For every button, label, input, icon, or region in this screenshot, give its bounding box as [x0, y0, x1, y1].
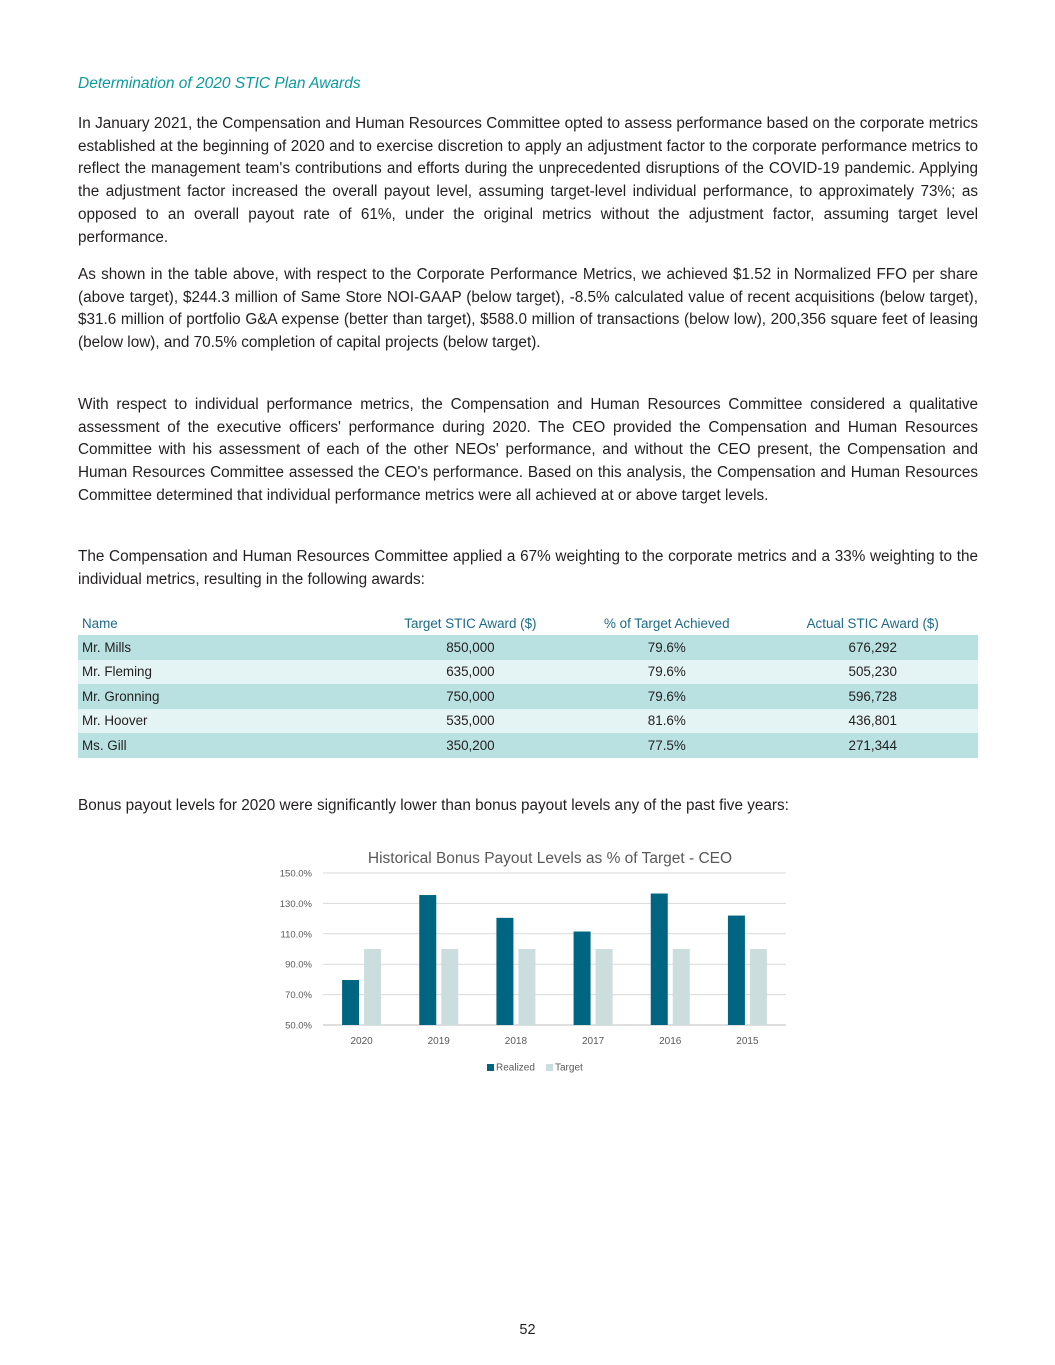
paragraph-corporate-metrics: As shown in the table above, with respect to the Corporate Performance Metrics, we achieved $1.52 in Normalized FFO per share (above target), $244.3 million of Same Store NOI-GAAP (below target), -8.5% calculated value of recent acquisitions (below target), $31.6 million of portfolio G&A expense (better than target), $588.0 million of transactions (below low), 200,356 square feet of leasing (below low), and 70.5% completion of capital projects (below target).	[78, 266, 978, 352]
paragraph-bonus-payout: Bonus payout levels for 2020 were significantly lower than bonus payout levels any of the past five years:	[78, 797, 789, 814]
column-header-name: Name	[82, 615, 118, 631]
y-tick-label: 130.0%	[279, 898, 312, 910]
chart-x-axis	[350, 1036, 759, 1047]
y-tick-label: 110.0%	[280, 929, 312, 941]
table-row	[78, 635, 978, 660]
table-row	[78, 709, 978, 734]
y-tick-label: 70.0%	[285, 990, 312, 1002]
column-header-actual-award: Actual STIC Award ($)	[806, 615, 939, 631]
bar-target-2018	[518, 949, 535, 1025]
x-tick-label: 2016	[659, 1036, 682, 1047]
table-row	[78, 660, 978, 685]
x-tick-label: 2018	[504, 1036, 528, 1047]
cell-actual-award: 436,801	[767, 709, 978, 734]
bar-target-2016	[673, 949, 690, 1025]
chart-legend	[487, 1063, 583, 1074]
bar-realized-2017	[574, 932, 591, 1025]
legend-label-realized: Realized	[496, 1062, 535, 1074]
cell-actual-award: 271,344	[767, 733, 978, 758]
stic-awards-table	[78, 611, 978, 758]
y-tick-label: 90.0%	[285, 959, 312, 971]
cell-name: Mr. Fleming	[78, 660, 375, 685]
x-tick-label: 2020	[350, 1036, 373, 1047]
y-tick-label: 150.0%	[279, 868, 312, 880]
bar-realized-2018	[496, 918, 513, 1025]
bar-target-2017	[596, 949, 613, 1025]
table-header-row	[78, 611, 978, 635]
y-tick-label: 50.0%	[285, 1020, 312, 1032]
paragraph-adjustment-factor: In January 2021, the Compensation and Human Resources Committee opted to assess performance based on the corporate metrics established at the beginning of 2020 and to exercise discretion to apply an adjustment factor to the corporate performance metrics to reflect the management team's contributions and efforts during the unprecedented disruptions of the COVID-19 pandemic. Applying the adjustment factor increased the overall payout level, assuming target-level individual performance, to approximately 73%; as opposed to an overall payout rate of 61%, under the original metrics without the adjustment factor, assuming target level performance.	[78, 115, 978, 246]
legend-label-target: Target	[555, 1062, 583, 1074]
paragraph-individual-metrics: With respect to individual performance metrics, the Compensation and Human Resources Committee considered a qualitative assessment of the executive officers' performance during 2020. The CEO provided the Compensation and Human Resources Committee with his assessment of each of the other NEOs' performance, and without the CEO present, the Compensation and Human Resources Committee assessed the CEO's performance. Based on this analysis, the Compensation and Human Resources Committee determined that individual performance metrics were all achieved at or above target levels.	[78, 396, 978, 504]
chart-y-axis	[280, 869, 313, 1032]
cell-percent-achieved: 77.5%	[566, 733, 767, 758]
chart-gridlines	[323, 873, 786, 1025]
cell-name: Mr. Mills	[78, 635, 375, 660]
cell-actual-award: 505,230	[767, 660, 978, 685]
x-tick-label: 2017	[581, 1036, 605, 1047]
x-tick-label: 2019	[427, 1036, 450, 1047]
bar-realized-2019	[419, 895, 436, 1025]
chart-bars	[342, 894, 767, 1025]
chart-canvas	[260, 840, 800, 1090]
cell-percent-achieved: 79.6%	[566, 635, 767, 660]
cell-actual-award: 676,292	[767, 635, 978, 660]
chart-title: Historical Bonus Payout Levels as % of Target - CEO	[367, 850, 733, 867]
cell-percent-achieved: 79.6%	[566, 684, 767, 709]
cell-target-award: 350,200	[375, 733, 566, 758]
cell-target-award: 535,000	[375, 709, 566, 734]
bar-target-2019	[441, 949, 458, 1025]
legend-swatch-realized	[487, 1064, 494, 1071]
x-tick-label: 2015	[736, 1036, 759, 1047]
cell-target-award: 850,000	[375, 635, 566, 660]
page-number: 52	[519, 1322, 536, 1338]
bar-realized-2016	[651, 894, 668, 1025]
section-subheading: Determination of 2020 STIC Plan Awards	[78, 75, 361, 92]
cell-percent-achieved: 79.6%	[566, 660, 767, 685]
bar-target-2015	[750, 949, 767, 1025]
cell-percent-achieved: 81.6%	[566, 709, 767, 734]
column-header-percent-achieved: % of Target Achieved	[604, 615, 730, 631]
table-row	[78, 733, 978, 758]
cell-name: Mr. Gronning	[78, 684, 375, 709]
bar-target-2020	[364, 949, 381, 1025]
cell-name: Mr. Hoover	[78, 709, 375, 734]
cell-actual-award: 596,728	[767, 684, 978, 709]
table-row	[78, 684, 978, 709]
cell-name: Ms. Gill	[78, 733, 375, 758]
legend-swatch-target	[546, 1064, 553, 1071]
paragraph-weighting: The Compensation and Human Resources Committee applied a 67% weighting to the corporate metrics and a 33% weighting to the individual metrics, resulting in the following awards:	[78, 548, 978, 588]
column-header-target-award: Target STIC Award ($)	[404, 615, 537, 631]
bonus-payout-chart	[260, 840, 800, 1090]
cell-target-award: 750,000	[375, 684, 566, 709]
bar-realized-2015	[728, 916, 745, 1025]
cell-target-award: 635,000	[375, 660, 566, 685]
bar-realized-2020	[342, 980, 359, 1025]
